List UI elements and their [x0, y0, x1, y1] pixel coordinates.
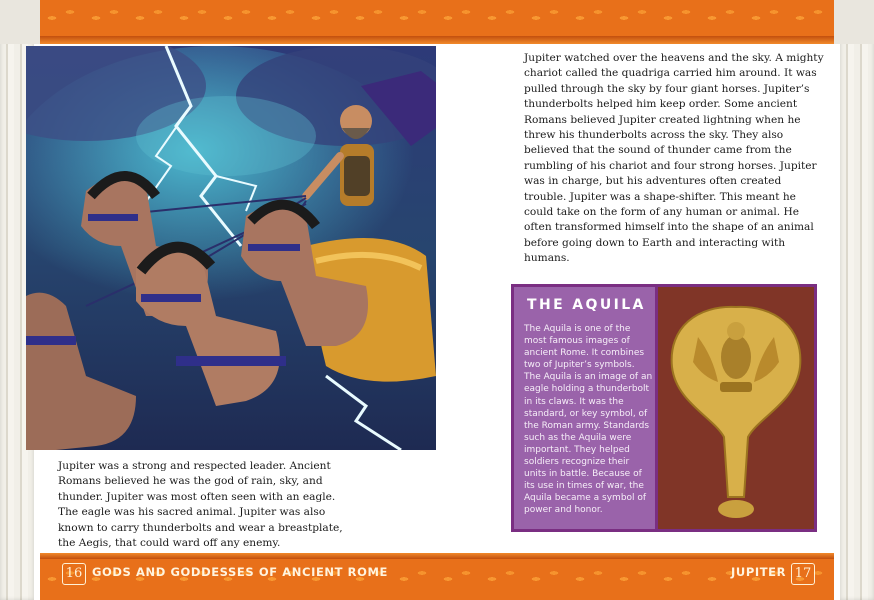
- thunderbolt-in-claws: [720, 382, 752, 392]
- top-decorative-band: [0, 0, 874, 44]
- main-paragraph-bottom: Jupiter was a strong and respected leader. Ancient Romans believed he was the god of rain, sky, and thunder. Jupiter was most often seen with an eagle. The eagle was his sacred animal. Jupiter was also known to carry thunderbolts and wear a breastplate, the Aegis, that could ward off any enemy.: [58, 460, 343, 550]
- left-page-number: 16: [62, 563, 86, 585]
- right-column-border: [840, 0, 874, 600]
- plaque-base: [718, 500, 754, 518]
- eagle-body: [721, 335, 751, 379]
- right-page-number: 17: [791, 563, 815, 585]
- breastplate-detail: [344, 156, 370, 196]
- storm-cloud: [136, 96, 316, 176]
- top-left-column-capital: [0, 0, 40, 44]
- aquila-sidebar-text: The Aquila is one of the most famous images of ancient Rome. It combines two of Jupiter’s symbols. The Aquila is an image of an eagle holding a thunderbolt in its claws. It was the standard, or key symbol, of the Roman army. Standards such as the Aquila were important. They helped soldiers recognize their units in battle. Because of its use in times of war, the Aquila became a symbol of power and honor.: [524, 324, 653, 516]
- aquila-sidebar-title: THE AQUILA: [527, 297, 646, 313]
- aquila-eagle-photo: [658, 287, 814, 529]
- main-paragraph-top: Jupiter watched over the heavens and the sky. A mighty chariot called the quadriga carried him around. It was pulled through the sky by four giant horses. Jupiter’s thunderbolts helped him keep order. Some ancient Romans believed Jupiter created lightning when he threw his thunderbolts across the sky. They also believed that the sound of thunder came from the rumbling of his chariot and four strong horses. Jupiter was in charge, but his adventures often created trouble. Jupiter was a shape-shifter. This meant he could take on the form of any human or animal. He often transformed himself into the shape of an animal before going down to Earth and interacting with humans.: [524, 52, 824, 265]
- aquila-text-panel: [514, 287, 655, 529]
- chariot-scene-svg: [26, 46, 436, 450]
- top-right-column-capital: [834, 0, 874, 44]
- left-running-head: GODS AND GODDESSES OF ANCIENT ROME: [92, 565, 389, 579]
- top-band-stripe: [40, 36, 834, 44]
- aquila-eagle-svg: [658, 287, 814, 529]
- aquila-sidebar: [511, 284, 817, 532]
- eagle-head: [727, 322, 745, 340]
- jupiter-chariot-illustration: [26, 46, 436, 450]
- right-running-head: JUPITER: [731, 565, 787, 579]
- top-laurel-pattern: [40, 0, 834, 36]
